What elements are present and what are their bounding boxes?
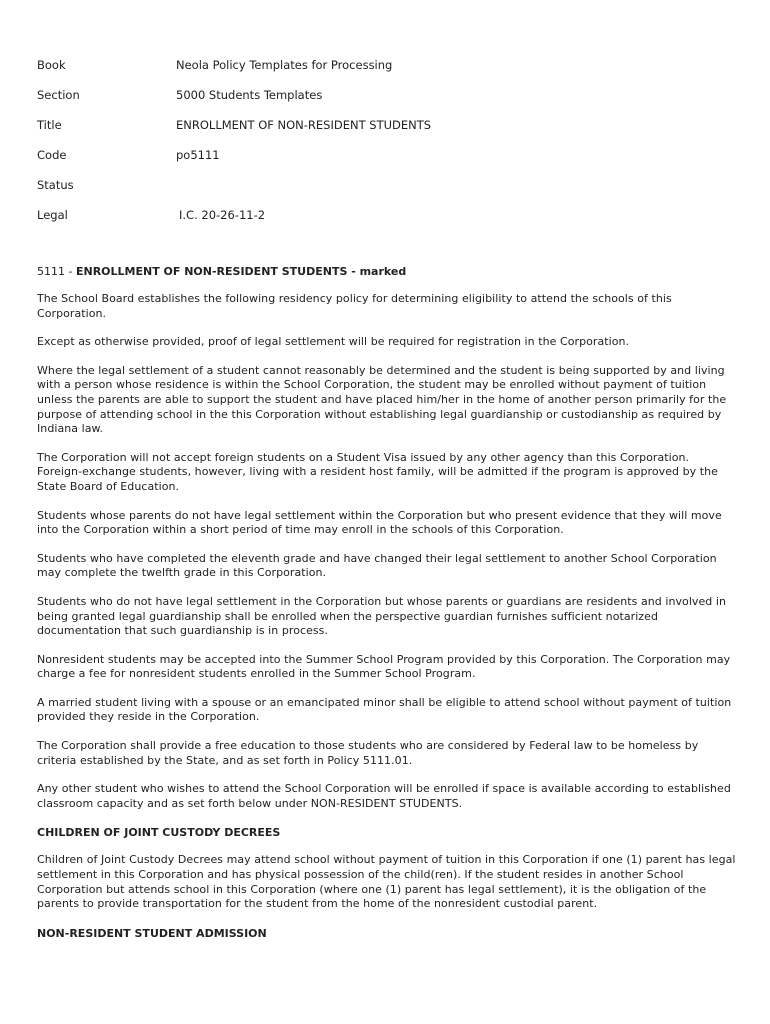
meta-label-book: Book [37, 58, 66, 72]
policy-paragraph: The School Board establishes the following residency policy for determining eligibility to attend the schools of this Corporation. [37, 292, 672, 320]
policy-paragraph: Where the legal settlement of a student cannot reasonably be determined and the student is being supported by and living with a person whose residence is within the School Corporation, the student may be enrolled without payment of tuition unless the parents are able to support the student and have placed him/her in the home of another person primarily for the purpose of attending school in the this Corporation without establishing legal guardianship or custodianship as required by Indiana law. [37, 363, 727, 436]
meta-value-section: 5000 Students Templates [176, 88, 323, 102]
policy-paragraph: The Corporation will not accept foreign students on a Student Visa issued by any other agency than this Corporation. Foreign-exchange students, however, living with a resident host family, will be admitted if the program is approved by the State Board of Education. [37, 450, 718, 493]
policy-paragraph: A married student living with a spouse or an emancipated minor shall be eligible to attend school without payment of tuition provided they reside in the Corporation. [37, 695, 732, 724]
meta-row-legal [37, 208, 431, 238]
policy-document [37, 58, 737, 940]
meta-value-title: ENROLLMENT OF NON-RESIDENT STUDENTS [176, 118, 432, 132]
policy-paragraph: Students who do not have legal settlement in the Corporation but whose parents or guardians are residents and involved in being granted legal guardianship shall be enrolled when the perspective guardian furnishes sufficient notarized documentation that such guardianship is in process. [37, 594, 727, 638]
admission-heading: NON-RESIDENT STUDENT ADMISSION [37, 926, 267, 940]
joint-custody-heading: CHILDREN OF JOINT CUSTODY DECREES [37, 826, 281, 840]
policy-paragraph: Students whose parents do not have legal settlement within the Corporation but who present evidence that they will move into the Corporation within a short period of time may enroll in the schools of this Corporation. [37, 508, 722, 537]
meta-value-code: po5111 [176, 148, 220, 162]
policy-paragraph: The Corporation shall provide a free education to those students who are considered by Federal law to be homeless by criteria established by the State, and as set forth in Policy 5111.01. [37, 739, 699, 767]
policy-paragraph: Any other student who wishes to attend the School Corporation will be enrolled if space is available according to established classroom capacity and as set forth below under NON-RESIDENT STUDENTS. [37, 782, 731, 810]
meta-label-legal: Legal [37, 208, 68, 222]
meta-label-status: Status [37, 178, 74, 192]
meta-label-section: Section [37, 88, 80, 102]
meta-label-title: Title [37, 118, 62, 132]
meta-row-book [37, 58, 431, 88]
policy-title: ENROLLMENT OF NON-RESIDENT STUDENTS - marked [75, 265, 407, 278]
meta-row-code [37, 148, 431, 178]
policy-paragraph: Students who have completed the eleventh grade and have changed their legal settlement to another School Corporation may complete the twelfth grade in this Corporation. [37, 551, 717, 580]
joint-custody-paragraph: Children of Joint Custody Decrees may attend school without payment of tuition in this Corporation if one (1) parent has legal settlement in this Corporation and has physical possession of the child(ren). If the student resides in another School Corporation but attends school in this Corporation (where one (1) parent has legal settlement), it is the obligation of the parents to provide transportation for the student from the home of the nonresident custodial parent. [37, 853, 736, 911]
meta-value-book: Neola Policy Templates for Processing [176, 58, 393, 72]
meta-row-title [37, 118, 431, 148]
meta-row-status [37, 178, 431, 208]
meta-label-code: Code [37, 148, 67, 162]
policy-paragraph: Nonresident students may be accepted into the Summer School Program provided by this Corporation. The Corporation may charge a fee for nonresident students enrolled in the Summer School Program. [37, 652, 731, 681]
meta-row-section [37, 88, 431, 118]
policy-metadata-table [37, 58, 431, 238]
policy-number: 5111 - [37, 265, 73, 278]
policy-paragraph: Except as otherwise provided, proof of legal settlement will be required for registration in the Corporation. [37, 335, 630, 349]
meta-value-legal: I.C. 20-26-11-2 [179, 208, 266, 222]
policy-heading [37, 265, 737, 278]
meta-value-status [176, 178, 431, 208]
